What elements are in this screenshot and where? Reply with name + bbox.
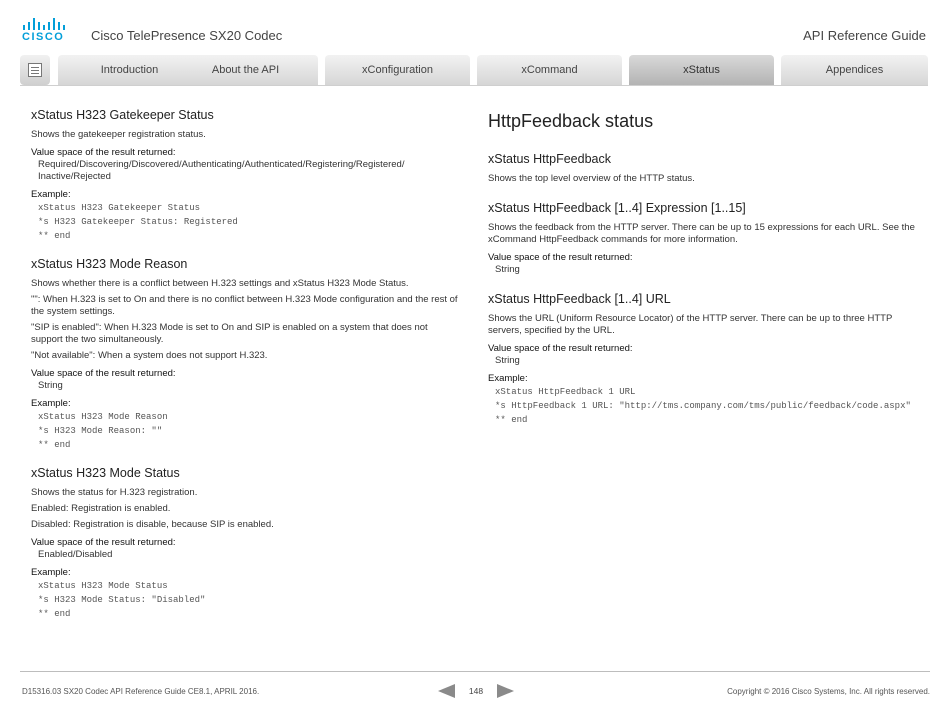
value-space-label: Value space of the result returned: [31,368,176,379]
document-list-icon [28,63,42,77]
description: Shows the URL (Uniform Resource Locator) of the HTTP server. There can be up to three HTTP servers, specified by the URL. [488,313,893,336]
footer-divider [20,671,930,672]
document-id: D15316.03 SX20 Codec API Reference Guide CE8.1, APRIL 2016. [22,687,260,696]
description: Shows the gatekeeper registration status. [31,129,206,140]
code-line: ** end [38,231,71,241]
guide-title: API Reference Guide [803,28,926,43]
section-title: xStatus HttpFeedback [1..4] Expression [1..15] [488,201,746,215]
page-number: 148 [468,686,484,696]
page-header [0,0,950,52]
section-title: xStatus H323 Mode Status [31,466,180,480]
pager [438,684,514,698]
description: Disabled: Registration is disable, because SIP is enabled. [31,519,274,530]
tab-divider [20,85,928,86]
copyright: Copyright © 2016 Cisco Systems, Inc. All rights reserved. [727,687,930,696]
code-example [488,385,918,427]
section-title: xStatus H323 Mode Reason [31,257,188,271]
code-line: *s H323 Gatekeeper Status: Registered [38,217,238,227]
table-of-contents-button[interactable] [20,55,50,85]
value-space: String [495,264,520,275]
code-line: *s HttpFeedback 1 URL: "http://tms.company.com/tms/public/feedback/code.aspx" [495,401,911,411]
code-line: xStatus HttpFeedback 1 URL [495,387,636,397]
value-space: Required/Discovering/Discovered/Authenticating/Authenticated/Registering/Registered/ Inactive/Rejected [38,159,405,182]
section-httpfeedback-url [488,292,918,427]
code-line: *s H323 Mode Status: "Disabled" [38,595,206,605]
previous-page-arrow-icon[interactable] [438,684,455,698]
section-h323-gatekeeper-status [31,108,461,243]
value-space-label: Value space of the result returned: [488,343,633,354]
code-line: ** end [38,609,71,619]
code-line: ** end [495,415,528,425]
example-label: Example: [31,567,71,578]
description: "": When H.323 is set to On and there is no conflict between H.323 Mode configuration and the rest of the system settings. [31,294,458,317]
value-space-label: Value space of the result returned: [488,252,633,263]
product-title: Cisco TelePresence SX20 Codec [91,28,283,43]
tab-appendices[interactable]: Appendices [781,55,928,85]
section-title: xStatus H323 Gatekeeper Status [31,108,214,122]
value-space: Enabled/Disabled [38,549,113,560]
description: Enabled: Registration is enabled. [31,503,171,514]
description: Shows whether there is a conflict between H.323 settings and xStatus H323 Mode Status. [31,278,409,289]
description: Shows the feedback from the HTTP server. There can be up to 15 expressions for each URL. See the xCommand HttpFeedback commands for more information. [488,222,915,245]
tab-xcommand[interactable]: xCommand [477,55,622,85]
code-line: *s H323 Mode Reason: "" [38,426,163,436]
value-space-label: Value space of the result returned: [31,537,176,548]
description: "Not available": When a system does not support H.323. [31,350,268,361]
section-title: xStatus HttpFeedback [1..4] URL [488,292,671,306]
logo-text: CISCO [22,31,65,43]
code-example [31,410,461,452]
example-label: Example: [31,398,71,409]
code-line: xStatus H323 Gatekeeper Status [38,203,201,213]
next-page-arrow-icon[interactable] [497,684,514,698]
example-label: Example: [488,373,528,384]
description: Shows the status for H.323 registration. [31,487,198,498]
description: Shows the top level overview of the HTTP status. [488,173,695,184]
section-h323-mode-reason [31,257,461,452]
tab-bar [20,55,928,85]
code-line: xStatus H323 Mode Status [38,581,168,591]
right-column [488,108,918,443]
code-example [31,579,461,621]
tab-xconfiguration[interactable]: xConfiguration [325,55,470,85]
cisco-bridge-icon [23,18,66,30]
tab-introduction[interactable]: Introduction [58,55,201,85]
description: "SIP is enabled": When H.323 Mode is set to On and SIP is enabled on a system that does not support the two simultaneously. [31,322,428,345]
value-space: String [38,380,63,391]
tab-about-the-api[interactable]: About the API [173,55,318,85]
value-space: String [495,355,520,366]
code-line: xStatus H323 Mode Reason [38,412,168,422]
section-httpfeedback [488,152,918,185]
tab-xstatus[interactable]: xStatus [629,55,774,85]
code-line: ** end [38,440,71,450]
code-example [31,201,461,243]
section-title: xStatus HttpFeedback [488,152,611,166]
chapter-heading: HttpFeedback status [488,111,654,131]
section-httpfeedback-expression [488,201,918,276]
section-h323-mode-status [31,466,461,621]
left-column [31,108,461,635]
cisco-logo [22,18,66,43]
example-label: Example: [31,189,71,200]
value-space-label: Value space of the result returned: [31,147,176,158]
